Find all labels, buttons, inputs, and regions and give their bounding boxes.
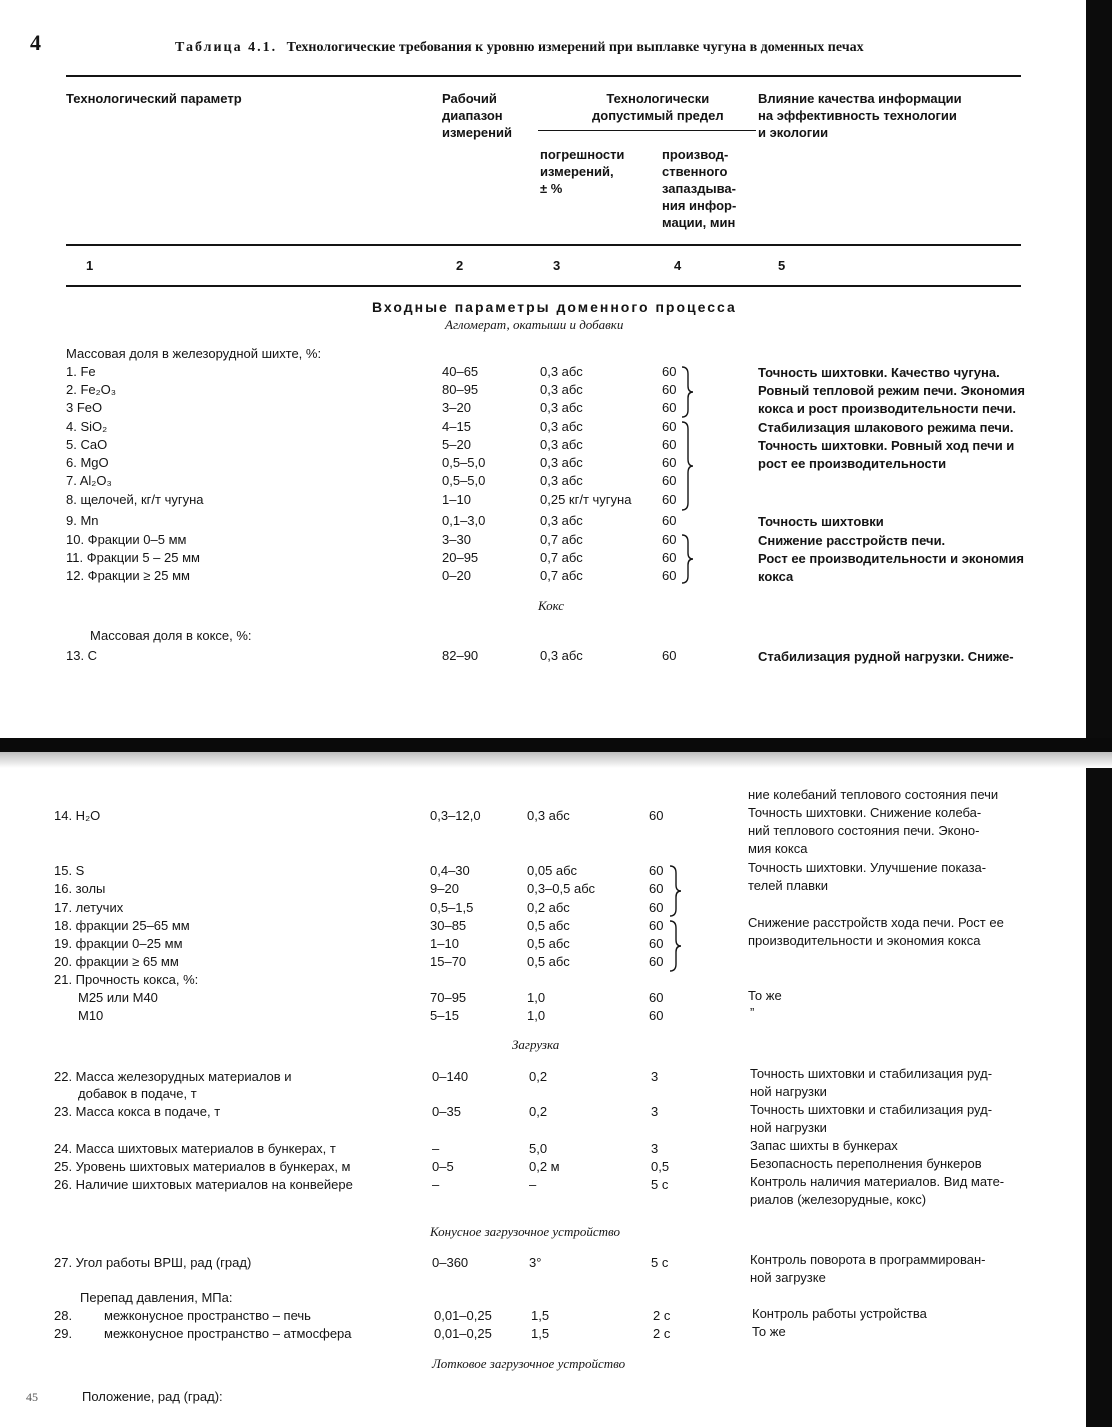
row-delay: 60	[649, 900, 664, 915]
row-delay: 60	[649, 918, 664, 933]
column-number-2: 2	[456, 258, 464, 273]
row-delay: 60	[662, 382, 677, 397]
row-param: 16. золы	[54, 881, 106, 896]
influence-ditto: ”	[750, 1005, 755, 1020]
influence-text: То же	[748, 988, 782, 1003]
influence-text: рост ее производительности	[758, 456, 947, 471]
row-param: 3 FeO	[66, 400, 103, 415]
row-range: 0–35	[432, 1104, 461, 1119]
table-title-text: Технологические требования к уровню измерений при выплавке чугуна в доменных печах	[286, 40, 864, 55]
row-error: 1,0	[527, 1008, 546, 1023]
row-range: 1–10	[442, 492, 471, 507]
row-range: 0,4–30	[430, 863, 470, 878]
group-label-ore-share: Массовая доля в железорудной шихте, %:	[66, 346, 322, 361]
row-error: 0,3 абс	[540, 364, 583, 379]
row-param: 4. SiO₂	[66, 419, 108, 434]
group-label-coke-share: Массовая доля в коксе, %:	[90, 628, 252, 643]
row-error: 0,3 абс	[540, 382, 583, 397]
section-subtitle-coke: Кокс	[538, 598, 564, 613]
page-separator-shadow	[0, 752, 1112, 768]
influence-text: ной загрузке	[750, 1270, 826, 1285]
header-group-rule	[538, 130, 756, 131]
row-param: 29.	[54, 1326, 73, 1341]
table-title-label: Таблица 4.1.	[175, 40, 278, 55]
row-range: 4–15	[442, 419, 471, 434]
brace-group-18-20	[668, 920, 682, 972]
influence-text: Контроль поворота в программирован-	[750, 1252, 986, 1267]
influence-text: ной нагрузки	[750, 1084, 827, 1099]
column-header-range: Рабочий диапазон измерений	[442, 91, 512, 140]
influence-text: телей плавки	[748, 878, 829, 893]
row-range: 20–95	[442, 550, 479, 565]
influence-text: производительности и экономия кокса	[748, 933, 981, 948]
column-number-3: 3	[553, 258, 561, 273]
row-delay: 60	[662, 437, 677, 452]
row-range: 0–5	[432, 1159, 454, 1174]
row-delay: 60	[662, 532, 677, 547]
row-error: 0,2 м	[529, 1159, 560, 1174]
row-delay: 60	[662, 568, 677, 583]
row-range: 15–70	[430, 954, 467, 969]
column-header-group: Технологически допустимый предел	[592, 91, 724, 123]
row-delay: 0,5	[651, 1159, 670, 1174]
row-error: 0,3 абс	[540, 400, 583, 415]
influence-text: мия кокса	[748, 841, 808, 856]
influence-text: Запас шихты в бункерах	[750, 1138, 898, 1153]
column-header-error: погрешности измерений, ± %	[540, 147, 625, 196]
group-label-position: Положение, рад (град):	[82, 1389, 223, 1404]
row-delay: 60	[649, 954, 664, 969]
row-error: 0,5 абс	[527, 954, 570, 969]
influence-text: Точность шихтовки и стабилизация руд-	[750, 1102, 993, 1117]
row-range: 0–360	[432, 1255, 469, 1270]
influence-text: Безопасность переполнения бункеров	[750, 1156, 982, 1171]
row-param: 10. Фракции 0–5 мм	[66, 532, 187, 547]
row-param: 6. MgO	[66, 455, 109, 470]
row-error: 0,7 абс	[540, 550, 583, 565]
row-delay: 60	[662, 473, 677, 488]
row-range: –	[432, 1177, 440, 1192]
row-delay: 60	[649, 936, 664, 951]
row-param: 15. S	[54, 863, 85, 878]
row-range: 40–65	[442, 364, 479, 379]
row-delay: 2 с	[653, 1326, 671, 1341]
page-number: 4	[30, 30, 41, 55]
row-range: 30–85	[430, 918, 467, 933]
row-param: 24. Масса шихтовых материалов в бункерах, т	[54, 1141, 336, 1156]
row-error: 3°	[529, 1255, 542, 1270]
row-param-cont: межконусное пространство – печь	[104, 1308, 311, 1323]
row-delay: 60	[649, 863, 664, 878]
row-param: 11. Фракции 5 – 25 мм	[66, 550, 200, 565]
row-error: 0,2	[529, 1104, 548, 1119]
row-range: 0,5–1,5	[430, 900, 474, 915]
influence-text: Точность шихтовки и стабилизация руд-	[750, 1066, 993, 1081]
column-number-5: 5	[778, 258, 786, 273]
row-delay: 60	[662, 419, 677, 434]
row-delay: 5 с	[651, 1255, 669, 1270]
brace-group-15-17	[668, 865, 682, 917]
row-range: –	[432, 1141, 440, 1156]
table-title	[175, 40, 864, 56]
row-error: 0,5 абс	[527, 936, 570, 951]
row-error: 0,3–0,5 абс	[527, 881, 596, 896]
row-error: 5,0	[529, 1141, 548, 1156]
row-range: 1–10	[430, 936, 459, 951]
row-error: 0,3 абс	[540, 513, 583, 528]
row-param: 26. Наличие шихтовых материалов на конвейере	[54, 1177, 353, 1192]
numbers-rule	[66, 285, 1021, 287]
row-delay: 3	[651, 1141, 659, 1156]
row-param: 28.	[54, 1308, 73, 1323]
page-separator	[0, 738, 1112, 752]
row-range: 70–95	[430, 990, 467, 1005]
influence-text: Точность шихтовки. Снижение колеба-	[748, 805, 982, 820]
influence-text: Контроль работы устройства	[752, 1306, 927, 1321]
row-delay: 5 с	[651, 1177, 669, 1192]
row-error: 0,7 абс	[540, 532, 583, 547]
influence-text: То же	[752, 1324, 786, 1339]
row-error: 1,5	[531, 1326, 550, 1341]
row-delay: 60	[649, 1008, 664, 1023]
row-param: M25 или M40	[78, 990, 158, 1005]
influence-text: Точность шихтовки	[758, 514, 884, 529]
row-range: 0,01–0,25	[434, 1326, 492, 1341]
row-error: 0,7 абс	[540, 568, 583, 583]
row-param-cont: межконусное пространство – атмосфера	[104, 1326, 352, 1341]
row-error: 0,3 абс	[540, 473, 583, 488]
row-delay: 3	[651, 1104, 659, 1119]
influence-text: Рост ее производительности и экономия	[758, 551, 1024, 566]
influence-text: кокса и рост производительности печи.	[758, 401, 1016, 416]
column-number-1: 1	[86, 258, 94, 273]
row-range: 3–20	[442, 400, 471, 415]
row-delay: 60	[662, 492, 677, 507]
row-error: 0,3 абс	[527, 808, 570, 823]
row-error: 0,25 кг/т чугуна	[540, 492, 632, 507]
influence-text: Контроль наличия материалов. Вид мате-	[750, 1174, 1005, 1189]
brace-group-10-12	[680, 534, 694, 584]
row-param: 17. летучих	[54, 900, 124, 915]
influence-text: Точность шихтовки. Улучшение показа-	[748, 860, 987, 875]
row-param: 7. Al₂O₃	[66, 473, 112, 488]
row-delay: 60	[649, 881, 664, 896]
row-delay: 60	[662, 648, 677, 663]
row-error: 0,2	[529, 1069, 548, 1084]
influence-text: Стабилизация шлакового режима печи.	[758, 420, 1014, 435]
row-range: 0–140	[432, 1069, 469, 1084]
row-delay: 60	[649, 990, 664, 1005]
column-header-delay: производ- ственного запаздыва- ния инфор- мации, мин	[662, 147, 737, 230]
group-label-pressure-drop: Перепад давления, МПа:	[80, 1290, 233, 1305]
row-error: 0,3 абс	[540, 437, 583, 452]
influence-text: Снижение расстройств хода печи. Рост ее	[748, 915, 1004, 930]
row-param: 2. Fe₂O₃	[66, 382, 117, 397]
row-param: 9. Mn	[66, 513, 99, 528]
row-param: 19. фракции 0–25 мм	[54, 936, 183, 951]
row-param: 5. CaO	[66, 437, 108, 452]
row-param-cont: добавок в подаче, т	[78, 1086, 197, 1101]
row-range: 5–15	[430, 1008, 459, 1023]
row-error: 1,0	[527, 990, 546, 1005]
scan-edge	[1086, 0, 1112, 1427]
influence-text: кокса	[758, 569, 794, 584]
influence-text: Ровный тепловой режим печи. Экономия	[758, 383, 1025, 398]
row-range: 0,5–5,0	[442, 473, 486, 488]
influence-text: Снижение расстройств печи.	[758, 533, 946, 548]
row-range: 3–30	[442, 532, 471, 547]
row-param: 25. Уровень шихтовых материалов в бункерах, м	[54, 1159, 351, 1174]
row-range: 80–95	[442, 382, 479, 397]
brace-group-1-3	[680, 366, 694, 418]
row-delay: 60	[662, 513, 677, 528]
row-range: 0,5–5,0	[442, 455, 486, 470]
row-param: 18. фракции 25–65 мм	[54, 918, 190, 933]
page-number-bottom: 45	[26, 1390, 38, 1404]
row-error: –	[529, 1177, 537, 1192]
influence-text: Стабилизация рудной нагрузки. Сниже-	[758, 649, 1014, 664]
section-subtitle-agglomerate: Агломерат, окатыши и добавки	[445, 317, 624, 332]
row-error: 1,5	[531, 1308, 550, 1323]
influence-text: Точность шихтовки. Ровный ход печи и	[758, 438, 1015, 453]
header-bottom-rule	[66, 244, 1021, 246]
section-subtitle-cone: Конусное загрузочное устройство	[430, 1224, 620, 1239]
row-error: 0,2 абс	[527, 900, 570, 915]
row-delay: 3	[651, 1069, 659, 1084]
column-number-4: 4	[674, 258, 682, 273]
row-delay: 2 с	[653, 1308, 671, 1323]
row-delay: 60	[649, 808, 664, 823]
header-top-rule	[66, 75, 1021, 77]
row-delay: 60	[662, 364, 677, 379]
row-param: 1. Fe	[66, 364, 96, 379]
brace-group-4-8	[680, 421, 694, 511]
row-error: 0,5 абс	[527, 918, 570, 933]
row-error: 0,3 абс	[540, 648, 583, 663]
row-range: 5–20	[442, 437, 471, 452]
influence-text: Точность шихтовки. Качество чугуна.	[758, 365, 1000, 380]
row-param: 14. H₂O	[54, 808, 101, 823]
row-param: 12. Фракции ≥ 25 мм	[66, 568, 190, 583]
row-range: 0,1–3,0	[442, 513, 486, 528]
column-header-parameter: Технологический параметр	[66, 91, 242, 106]
row-param: 8. щелочей, кг/т чугуна	[66, 492, 204, 507]
row-range: 0,3–12,0	[430, 808, 481, 823]
row-error: 0,3 абс	[540, 419, 583, 434]
row-range: 0–20	[442, 568, 471, 583]
row-param: 13. C	[66, 648, 98, 663]
column-header-influence: Влияние качества информации на эффективность технологии и экологии	[758, 91, 962, 140]
influence-text: ной нагрузки	[750, 1120, 827, 1135]
row-delay: 60	[662, 455, 677, 470]
row-delay: 60	[662, 550, 677, 565]
row-range: 82–90	[442, 648, 479, 663]
row-param: 27. Угол работы ВРШ, рад (град)	[54, 1255, 252, 1270]
row-param: M10	[78, 1008, 104, 1023]
section-subtitle-chute: Лотковое загрузочное устройство	[432, 1356, 626, 1371]
section-subtitle-loading: Загрузка	[512, 1037, 560, 1052]
section-title-input: Входные параметры доменного процесса	[372, 299, 737, 315]
row-delay: 60	[662, 400, 677, 415]
row-param: 23. Масса кокса в подаче, т	[54, 1104, 221, 1119]
row-range: 9–20	[430, 881, 459, 896]
influence-text: риалов (железорудные, кокс)	[750, 1192, 927, 1207]
row-error: 0,3 абс	[540, 455, 583, 470]
row-range: 0,01–0,25	[434, 1308, 492, 1323]
row-param: 20. фракции ≥ 65 мм	[54, 954, 179, 969]
influence-text: ний теплового состояния печи. Эконо-	[748, 823, 980, 838]
influence-text: ние колебаний теплового состояния печи	[748, 787, 999, 802]
group-label-coke-strength: 21. Прочность кокса, %:	[54, 972, 199, 987]
row-param: 22. Масса железорудных материалов и	[54, 1069, 292, 1084]
row-error: 0,05 абс	[527, 863, 577, 878]
